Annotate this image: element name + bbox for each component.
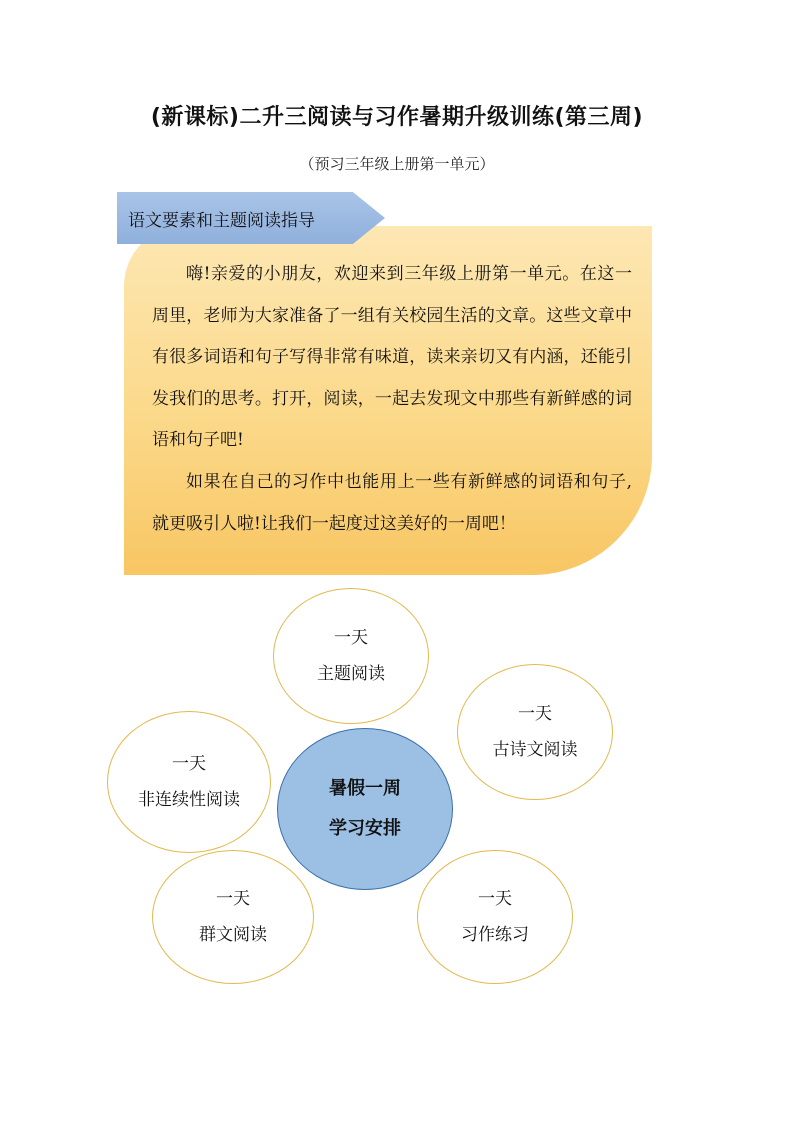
schedule-circle-group-reading [152, 850, 314, 984]
page-subtitle: （预习三年级上册第一单元） [299, 155, 495, 173]
page-title: (新课标)二升三阅读与习作暑期升级训练(第三周) [150, 105, 644, 130]
schedule-circle-label: 古诗文阅读 [492, 740, 578, 760]
schedule-circle-label: 主题阅读 [317, 664, 385, 684]
schedule-circle-label: 习作练习 [461, 925, 529, 945]
schedule-center-circle [277, 728, 453, 890]
schedule-circle-classical-poetry [457, 664, 613, 800]
schedule-circle-day: 一天 [334, 628, 368, 648]
schedule-center-line-2: 学习安排 [329, 818, 401, 839]
schedule-circle-day: 一天 [518, 704, 552, 724]
schedule-circle-writing-practice [417, 850, 573, 984]
schedule-circle-theme-reading [273, 588, 429, 724]
schedule-circle-noncontinuous-reading [107, 711, 271, 853]
schedule-circle-day: 一天 [172, 754, 206, 774]
intro-paragraph-1: 嗨!亲爱的小朋友，欢迎来到三年级上册第一单元。在这一周里，老师为大家准备了一组有关校园生活的文章。这些文章中有很多词语和句子写得非常有味道，读来亲切又有内涵，还能引发我们的思考。打开，阅读，一起去发现文中那些有新鲜感的词语和句子吧! [152, 264, 632, 450]
schedule-circle-day: 一天 [478, 889, 512, 909]
schedule-center-line-1: 暑假一周 [329, 778, 401, 799]
schedule-circle-label: 群文阅读 [199, 925, 267, 945]
intro-paragraph-2: 如果在自己的习作中也能用上一些有新鲜感的词语和句子,就更吸引人啦!让我们一起度过这美好的一周吧！ [152, 472, 632, 534]
section-banner-label: 语文要素和主题阅读指导 [128, 211, 315, 231]
schedule-circle-day: 一天 [216, 889, 250, 909]
schedule-circle-label: 非连续性阅读 [138, 790, 240, 810]
